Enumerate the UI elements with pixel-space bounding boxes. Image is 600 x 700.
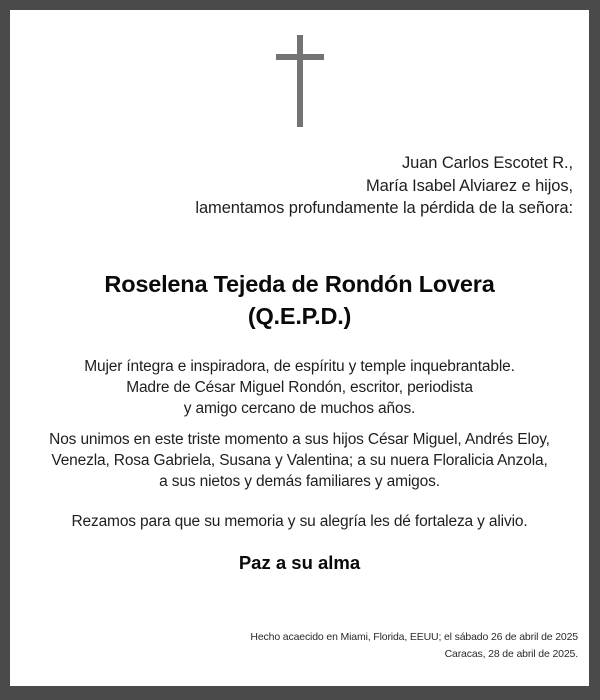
sender-line: María Isabel Alviarez e hijos, (365, 176, 573, 195)
senders-block (195, 152, 573, 220)
footer-note (250, 629, 578, 663)
prayer-paragraph (10, 512, 589, 533)
deceased-heading (10, 268, 589, 332)
footer-line: Hecho acaecido en Miami, Florida, EEUU; el sábado 26 de abril de 2025 (250, 631, 578, 643)
tribute-paragraph (10, 357, 589, 419)
cross-icon (10, 10, 589, 686)
deceased-suffix: (Q.E.P.D.) (247, 303, 352, 329)
sender-line: lamentamos profundamente la pérdida de la señora: (195, 199, 573, 217)
cross-vertical-bar (297, 35, 303, 127)
cross-horizontal-bar (276, 54, 324, 60)
obituary-notice (10, 10, 589, 686)
paragraph-line: Rezamos para que su memoria y su alegría les dé fortaleza y alivio. (71, 513, 528, 530)
paragraph-line: Venezla, Rosa Gabriela, Susana y Valentina; a su nuera Floralicia Anzola, (51, 451, 548, 469)
deceased-name: Roselena Tejeda de Rondón Lovera (104, 271, 495, 297)
paragraph-line: Madre de César Miguel Rondón, escritor, periodista (126, 378, 473, 396)
paragraph-line: Nos unimos en este triste momento a sus hijos César Miguel, Andrés Eloy, (49, 431, 550, 448)
footer-line: Caracas, 28 de abril de 2025. (444, 648, 578, 660)
condolence-paragraph (10, 430, 589, 492)
paragraph-line: y amigo cercano de muchos años. (183, 399, 416, 417)
paragraph-line: Mujer íntegra e inspiradora, de espíritu y temple inquebrantable. (84, 358, 515, 375)
sender-line: Juan Carlos Escotet R., (401, 154, 573, 172)
paragraph-line: a sus nietos y demás familiares y amigos. (159, 472, 440, 490)
closing-phrase: Paz a su alma (238, 552, 361, 573)
